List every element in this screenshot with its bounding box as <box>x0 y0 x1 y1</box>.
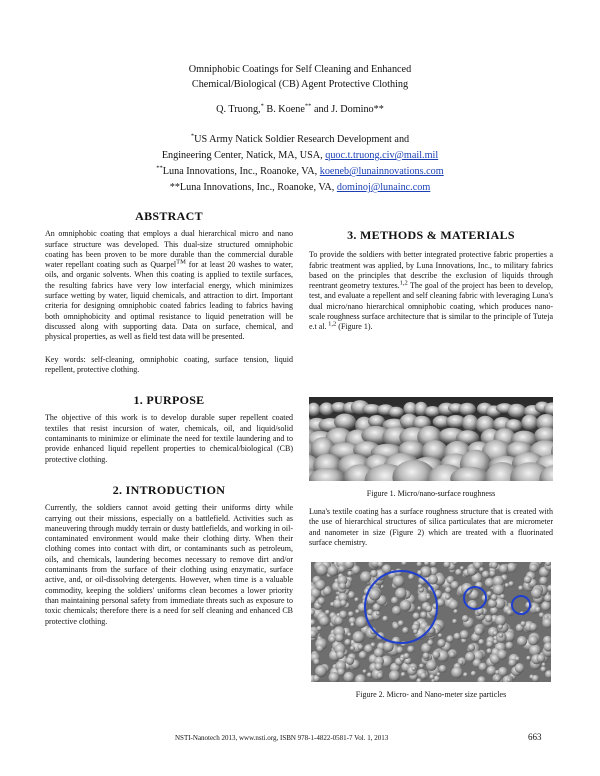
particle <box>419 663 424 668</box>
particle <box>374 648 384 658</box>
introduction-text: Currently, the soldiers cannot avoid getting their uniforms dirty while carrying out their missions, especially on a battlefield. Activities such as maneuvering through muddy terrain or dusty battlefields, and working in oil-contaminated environment would make their clothing dirty. When their clothing comes into contact with dirt, or contaminants such as petroleum, oils, and chemicals, laundering becomes necessary to remove dirt and/or contaminants from the surface of their clothing using enzymatic, surface active, and, or oil-dissolving detergents. However, when time is a valuable commodity, keeping the soldiers' uniforms clean becomes a lower priority than maintaining personal safety from immediate threats such as exposure to toxic chemicals; therefore there is a need for self cleaning and enhanced CB protective clothing. <box>45 503 293 626</box>
author-1: Q. Truong, <box>216 104 261 115</box>
particle <box>350 622 354 626</box>
micro-bump <box>462 415 478 432</box>
particle <box>445 594 450 599</box>
particle <box>515 663 525 673</box>
particle <box>540 666 546 672</box>
methods-text-2-paragraph: Luna's textile coating has a surface roughness structure that is created with the use of hierarchical structures of silica particulates that are micrometer and nanometer in size (Figure 2) which are treated with a fluorinated surface chemistry. <box>309 507 553 547</box>
particle <box>400 657 404 661</box>
particle <box>529 564 538 573</box>
particle <box>370 570 377 577</box>
particle <box>479 663 488 672</box>
particle <box>471 671 476 676</box>
title-line-2: Chemical/Biological (CB) Agent Protective Clothing <box>191 79 409 90</box>
particle <box>383 641 394 652</box>
particle <box>426 595 431 600</box>
affiliation-line-2 <box>0 148 600 164</box>
particle <box>371 642 376 647</box>
particle <box>482 571 490 579</box>
particle <box>319 616 329 626</box>
particle <box>537 654 546 663</box>
email-link-koene[interactable]: koeneb@lunainnovations.com <box>319 166 444 177</box>
particle <box>377 672 384 679</box>
particle <box>367 672 372 677</box>
particle <box>495 615 506 626</box>
particle <box>427 640 433 646</box>
affiliation-3-text: Luna Innovations, Inc., Roanoke, VA, <box>162 166 320 177</box>
particle <box>439 665 447 673</box>
particle <box>313 659 319 665</box>
particle <box>350 646 355 651</box>
affiliation-line-3 <box>0 164 600 180</box>
particle <box>317 626 322 631</box>
particle <box>437 639 445 647</box>
particle <box>487 666 497 676</box>
particle <box>348 611 354 617</box>
particle <box>454 633 461 640</box>
particle <box>542 663 546 667</box>
particle <box>382 616 388 622</box>
figure-2-image <box>311 562 551 682</box>
particle <box>358 644 364 650</box>
particle <box>363 669 367 673</box>
author-1-mark: * <box>260 102 264 110</box>
particle <box>420 611 427 618</box>
particle <box>498 633 503 638</box>
methods-text-2: The goal of the project has been to develop, test, and evaluate a repellent and self cleaning fabric with leveraging Luna's dual micro/nano hierarchical omniphobic coating, which produces nano-scale roughness surface architecture that is similar to the principle of Tuteja e.t al. <box>309 281 553 332</box>
affiliation-2-text: Engineering Center, Natick, MA, USA, <box>161 150 326 161</box>
particle <box>455 569 462 576</box>
methods-heading: 3. METHODS & MATERIALS <box>347 228 515 242</box>
micro-bump <box>425 406 441 417</box>
micro-bump <box>334 414 356 431</box>
particle <box>339 582 346 589</box>
abstract-heading: ABSTRACT <box>135 209 203 223</box>
particle <box>486 641 493 648</box>
abstract-text-2: for at least 20 washes to water, oils, and organic solvents. When this coating is applied to textile surfaces, the resulting fabrics have very low interfacial energy, which minimizes surface wetting by water, liquid chemicals, and attraction to dirt. Important criteria for designing omniphobic coated fabrics leading to fabrics having both omniphobicity and optimal resistance to liquid penetration will be discussed along with supporting data. Data on surface, chemical, and physical properties, as well as field test data will be presented. <box>45 260 293 342</box>
page-footer: NSTI-Nanotech 2013, www.nsti.org, ISBN 978-1-4822-0581-7 Vol. 1, 2013 <box>175 734 389 742</box>
micro-bump <box>521 415 538 431</box>
particle <box>353 631 365 643</box>
particle <box>391 597 398 604</box>
particle <box>426 660 437 671</box>
particle <box>360 571 371 582</box>
particle <box>329 636 336 643</box>
particle <box>493 584 504 595</box>
purpose-heading: 1. PURPOSE <box>133 393 205 408</box>
particle <box>359 651 367 659</box>
particle <box>339 610 347 618</box>
author-2-mark: ** <box>304 102 312 110</box>
particle <box>392 637 401 646</box>
abstract-text <box>45 229 293 342</box>
left-column <box>45 211 293 637</box>
particle <box>438 633 442 637</box>
particle <box>355 616 367 628</box>
particle <box>500 594 505 599</box>
particle <box>468 644 475 651</box>
particle <box>389 670 400 681</box>
affiliation-1-text: US Army Natick Soldier Research Development and <box>194 134 410 145</box>
particle <box>317 597 325 605</box>
particle <box>408 574 414 580</box>
particle <box>498 624 503 629</box>
particle <box>413 612 420 619</box>
abstract-text-1: An omniphobic coating that employs a dual hierarchical micro and nano surface structure was developed. This dual-size structured omniphobic coating has been proven to be more durable than the commercial durable water repellant coating such as Quarpel <box>45 229 293 270</box>
methods-text-1: To provide the soldiers with better integrated protective fabric properties a fabric treatment was applied, by Luna Innovations, Inc., to military fabrics based on the principles that describe the exclusion of liquids through reentrant geometry textures. <box>309 250 553 291</box>
particle <box>423 652 430 659</box>
particle <box>478 639 484 645</box>
particle <box>407 646 414 653</box>
particle <box>445 587 452 594</box>
particle <box>316 645 323 652</box>
particle <box>395 588 407 600</box>
paper-title <box>0 62 600 92</box>
micro-bump <box>459 403 476 416</box>
particle <box>392 623 399 630</box>
particle <box>436 672 440 676</box>
affiliations <box>0 132 600 196</box>
particle <box>494 675 501 682</box>
particle <box>518 585 523 590</box>
particle <box>420 672 427 679</box>
particle <box>453 609 458 614</box>
figure-1-image <box>309 397 553 481</box>
particle <box>479 567 484 572</box>
particle <box>374 663 382 671</box>
affiliation-4-text: **Luna Innovations, Inc., Roanoke, VA, <box>169 182 337 193</box>
particle <box>413 629 418 634</box>
sem-micrograph-1 <box>309 397 553 481</box>
email-link-domino[interactable]: dominoj@lunainc.com <box>336 182 431 193</box>
particle <box>463 672 468 677</box>
trademark-mark: TM <box>176 258 186 266</box>
particle <box>499 564 508 573</box>
methods-text-3: (Figure 1). <box>336 322 373 332</box>
right-column-top <box>309 230 553 343</box>
particle <box>462 615 469 622</box>
particle <box>425 605 432 612</box>
purpose-text: The objective of this work is to develop durable super repellent coated textiles that resist incursion of water, chemicals, oil, and liquid/solid contaminants to minimize or eliminate the need for textile laundering and to provide enhanced liquid repellent properties to chemical/biological (CB) protective clothing. <box>45 413 293 464</box>
particle <box>485 615 493 623</box>
affiliation-3-mark: ** <box>156 164 163 172</box>
affiliation-line-4 <box>0 180 600 196</box>
particle <box>524 576 532 584</box>
particle <box>520 621 525 626</box>
particle <box>315 580 326 591</box>
particle <box>393 575 405 587</box>
particle <box>508 659 516 667</box>
particle <box>517 636 527 646</box>
particle <box>460 630 469 639</box>
author-2: B. Koene <box>263 104 305 115</box>
particle <box>428 575 438 585</box>
affiliation-line-1 <box>0 132 600 148</box>
particle <box>505 642 513 650</box>
particle <box>418 584 423 589</box>
citation-1: 1,2 <box>399 279 408 287</box>
particle <box>459 660 464 665</box>
particle <box>448 600 458 610</box>
particle <box>392 606 401 615</box>
particle <box>327 566 338 577</box>
particle <box>541 601 551 611</box>
particle <box>347 632 351 636</box>
particle <box>498 667 508 677</box>
micro-bump <box>388 407 404 418</box>
particle <box>315 665 327 677</box>
author-list <box>0 104 600 115</box>
affiliation-1-mark: * <box>190 132 195 140</box>
particle <box>507 609 513 615</box>
particle <box>340 600 347 607</box>
particle <box>529 623 537 631</box>
particle <box>376 611 380 615</box>
particle <box>402 627 409 634</box>
page-number: 663 <box>528 732 542 742</box>
particle <box>432 651 440 659</box>
particle <box>396 646 403 653</box>
right-column-mid <box>309 507 553 558</box>
email-link-truong[interactable]: quoc.t.truong.civ@mail.mil <box>325 150 439 161</box>
particle <box>417 606 421 610</box>
figure-2-caption: Figure 2. Micro- and Nano-meter size particles <box>355 690 507 699</box>
author-3: and J. Domino** <box>311 104 384 115</box>
particle <box>446 635 453 642</box>
keywords: Key words: self-cleaning, omniphobic coating, surface tension, liquid repellent, protective clothing. <box>45 354 293 374</box>
particle <box>404 653 410 659</box>
particle <box>509 581 514 586</box>
particle <box>474 627 483 636</box>
particle <box>535 607 541 613</box>
particle <box>528 635 538 645</box>
particle <box>449 651 455 657</box>
methods-text <box>309 250 553 332</box>
particle <box>369 589 381 601</box>
particle <box>465 652 475 662</box>
particle <box>539 576 548 585</box>
particle <box>531 588 542 599</box>
particle <box>429 674 434 679</box>
citation-2: 1,2 <box>326 320 337 328</box>
particle <box>489 570 496 577</box>
particle <box>412 667 416 671</box>
introduction-heading: 2. INTRODUCTION <box>112 482 226 497</box>
particle <box>497 650 507 660</box>
particle <box>515 656 520 661</box>
sem-micrograph-2 <box>311 562 551 682</box>
particle <box>526 656 531 661</box>
particle <box>451 667 463 679</box>
micro-bump <box>507 404 525 418</box>
particle <box>401 672 406 677</box>
particle <box>467 566 476 575</box>
particle <box>344 672 355 682</box>
particle <box>400 600 412 612</box>
particle <box>460 566 464 570</box>
particle <box>452 619 457 624</box>
title-line-1: Omniphobic Coatings for Self Cleaning and Enhanced <box>188 64 412 75</box>
particle <box>344 639 351 646</box>
particle <box>354 597 358 601</box>
figure-1-caption: Figure 1. Micro/nano-surface roughness <box>366 489 496 498</box>
particle <box>335 633 344 642</box>
particle <box>532 675 539 682</box>
particle <box>336 651 344 659</box>
particle <box>486 648 492 654</box>
particle <box>451 581 459 589</box>
particle <box>316 564 328 576</box>
particle <box>346 657 354 665</box>
